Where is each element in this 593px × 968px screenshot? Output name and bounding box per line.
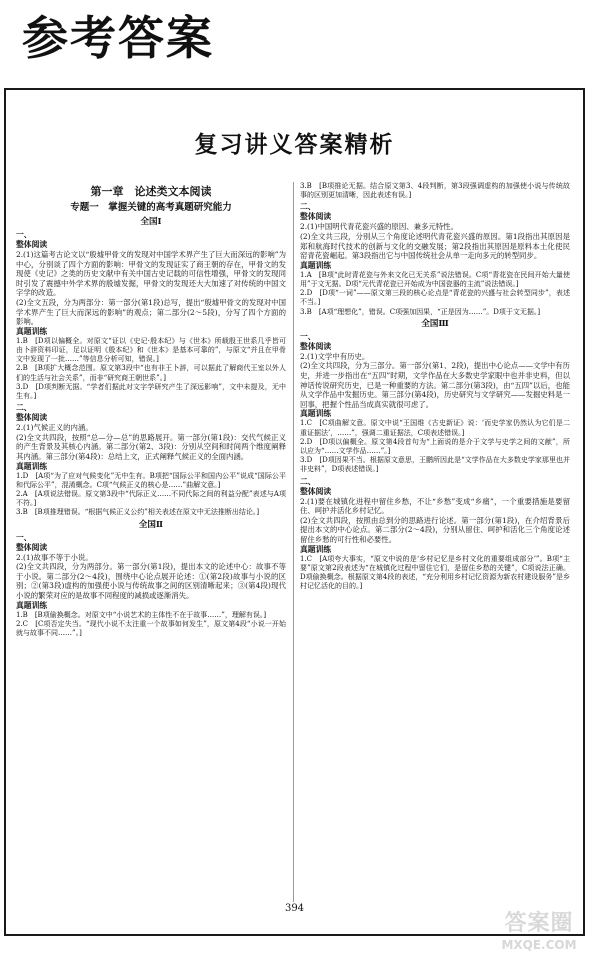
section-heading: 真题训练 bbox=[16, 600, 48, 610]
answer-paragraph: (2)全文共四段，分为三部分。第一部分(第1、2段)，提出中心论点——文学中有历史，并进一步指出在“五四”时期，文学作品在大多数史学家眼中也并非史料，但以神话传说研究历史，已是一种重要的方法。第二部分(第3段)，由“五四”以后，也能从文学作品中发掘历史。第三部分(第4段)，历史研究与文学研究——发掘史料是一回事，把握个性品当成真实就很可虑了。 bbox=[300, 361, 570, 409]
watermark-text: 答案圈 bbox=[504, 911, 574, 936]
section-heading: 整体阅读 bbox=[300, 341, 332, 351]
exam-label: 全国Ⅲ bbox=[421, 318, 449, 329]
topic-title: 专题一 掌握关键的高考真题研究能力 bbox=[70, 202, 232, 213]
column-divider bbox=[293, 182, 294, 902]
section-heading: 整体阅读 bbox=[16, 413, 48, 423]
answer-paragraph: 2.D [D项以偏概全。原文第4段首句为“上面说的是介于文学与史学之间的文献”，所以应为“……文学作品……”。] bbox=[300, 437, 570, 455]
section-number: 一、 bbox=[16, 532, 32, 542]
left-column bbox=[16, 182, 286, 638]
watermark-logo bbox=[491, 910, 587, 962]
answer-paragraph: (2)全文五段，分为两部分：第一部分(第1段)总写，提出“殷墟甲骨文的发现对中国学术界产生了巨大而深远的影响”的观点；第二部分(2～5段)，分写了四个方面的影响。 bbox=[16, 297, 286, 327]
page-number: 394 bbox=[284, 903, 305, 914]
answer-paragraph: 2.(1)气候正义的内涵。 bbox=[16, 423, 93, 433]
answer-paragraph: (2)全文共四段，按照“总—分—总”的思路展开。第一部分(第1段)：交代气候正义的产生背景及其核心内涵。第二部分(第2、3段)：分别从空间和时间两个维度阐释其内涵。第三部分(第4段)：总结上文，正式阐释气候正义的全面内涵。 bbox=[16, 432, 286, 461]
answer-paragraph: 2.D [D项“一词”——原文第三段的核心论点是“青花瓷的兴盛与社会转型同步”，表述不当。] bbox=[300, 289, 570, 307]
section-heading: 整体阅读 bbox=[300, 212, 332, 222]
section-heading: 真题训练 bbox=[16, 461, 48, 471]
main-title: 复习讲义答案精析 bbox=[194, 132, 395, 158]
section-heading: 真题训练 bbox=[300, 544, 332, 554]
answer-paragraph: 3.D [D项判断无据。“学者们据此对文字学研究产生了深远影响”，文中未提及，无中生有。] bbox=[16, 382, 286, 400]
answer-paragraph: (2)全文共三段，分别从三个角度论述明代青花瓷兴盛的原因。第1段指出其原因是郑和航海时代技术的创新与文化的交融发展；第2段指出其原因是原料本土化使民窑青花瓷崛起。第3段指出它与中国传统社会从单一走向多元的转型同步。 bbox=[300, 232, 570, 261]
section-heading: 真题训练 bbox=[300, 260, 332, 270]
section-number: 一、 bbox=[300, 331, 316, 341]
answer-paragraph: 1.C [A项夸大事实，“原文中说的是‘乡村记忆是乡村文化的重要组成部分’”。B项“主要”原文第2段表述为“在城镇化过程中留住它们，是留住乡愁的关键”，C项说法正确。D项偷换概念。根据原文第4段的表述，“充分利用乡村记忆资源为新农村建设服务”是乡村记忆活化的目的。] bbox=[300, 554, 570, 591]
answer-paragraph: 1.C [C项曲解文意。原文中说“王国维《古史新证》说：‘而史学家仍然认为它们是二重证据法’，……”，强调二重证据法，C项表述错误。] bbox=[300, 419, 570, 437]
section-heading: 整体阅读 bbox=[16, 240, 48, 249]
answer-paragraph: 2.(1)文学中有历史。 bbox=[300, 351, 370, 361]
answer-paragraph: 3.B [A项“理想化”，错误。C项强加因果，“正是因为……”。D项于文无据。] bbox=[300, 307, 541, 316]
answer-paragraph: 1.D [A项“为了应对气候变化”无中生有。B项把“国际公平和国内公平”说成“国际公平和代际公平”，混淆概念。C项“气候正义的核心是……”曲解文意。] bbox=[16, 471, 286, 489]
answer-paragraph: 3.D [D项因果不当。根据原文意思，王鹏所因此是“文学作品在大多数史学家那里也并非史料”，D项表述错误。] bbox=[300, 456, 570, 474]
section-heading: 真题训练 bbox=[300, 409, 332, 419]
exam-label: 全国Ⅱ bbox=[138, 519, 164, 530]
answer-paragraph: 2.A [A项说法错误。原文第3段中“代际正义……不同代际之间的利益分配”表述与A项不符。] bbox=[16, 489, 286, 508]
section-number: 二、 bbox=[300, 476, 316, 486]
section-heading: 整体阅读 bbox=[16, 542, 48, 552]
exam-label: 全国Ⅰ bbox=[140, 217, 162, 227]
section-number: 二、 bbox=[16, 403, 32, 413]
answer-paragraph: 1.B [D项以偏概全。对原文“证以《史记·殷本纪》与《世本》所载殷王世系几乎皆可由卜辞资料印证，足以证明《殷本纪》和《世本》是基本可靠的”，与原文“并且在甲骨文中发现了一批……”等信息分析可知，错误。] bbox=[16, 336, 286, 364]
watermark-url: MXQE.COM bbox=[501, 938, 577, 952]
answer-paragraph: 1.B [B项偷换概念。对原文中“小说艺术的主体性不在于故事……”，理解有误。] bbox=[16, 610, 267, 619]
answer-paragraph: 2.(1)故事不等于小说。 bbox=[16, 552, 93, 562]
answer-panel bbox=[4, 88, 585, 936]
answer-paragraph: 2.(1)中国明代青花瓷兴盛的原因、兼多元特性。 bbox=[300, 222, 458, 232]
chapter-title: 第一章 论述类文本阅读 bbox=[90, 185, 212, 198]
section-heading: 真题训练 bbox=[16, 326, 48, 336]
page-header-title: 参考答案 bbox=[22, 11, 214, 65]
answer-paragraph: 2.(1)要在城镇化进程中留住乡愁，不让“乡愁”变成“乡痛”，一个重要措施是要留住、呵护并活化乡村记忆。 bbox=[300, 496, 570, 516]
section-heading: 整体阅读 bbox=[300, 486, 332, 496]
answer-paragraph: 1.A [B项“此时青花瓷与外来文化已无关系”说法错误。C项“青花瓷在民间开始大量使用”于文无据。D项“元代青花瓷已开始成为中国瓷器的主流”说法错误。] bbox=[300, 270, 570, 288]
section-number: 二、 bbox=[300, 202, 316, 212]
answer-paragraph: 2.B [B项扩大概念范围。原文第3段中“也有非王卜辞，可以据此了解商代王室以外人们的生活与社会关系”，而非“研究商王朝世系”。] bbox=[16, 364, 286, 382]
section-number: 一、 bbox=[16, 230, 32, 239]
right-column bbox=[300, 182, 570, 591]
answer-paragraph: 2.(1)这篇考古论文以“殷墟甲骨文的发现对中国学术界产生了巨大而深远的影响”为中心，分别谈了四个方面的影响：甲骨文的发现证实了商王朝的存在，甲骨文的发现使《史记》之类的历史文献中有关中国古史记载的可信性增强，甲骨文的发现同时引发了震撼中外学术界的殷墟发掘，甲骨文的发现还大大加速了对传统的中国文字学的改造。 bbox=[16, 250, 286, 298]
answer-paragraph: 3.B [B项推论无据。结合原文第3、4段判断，第3段强调虚构的加强使小说与传统故事的区别更加清晰，因此表述有误。] bbox=[300, 182, 570, 200]
answer-paragraph: 3.B [B项推理错误。“根据气候正义公约”相关表述在原文中无法推断出结论。] bbox=[16, 508, 260, 517]
answer-paragraph: (2)全文共四段，按照由总到分的思路进行论述。第一部分(第1段)，在介绍背景后提出本文的中心论点。第二部分(2～4段)，分别从留住、呵护和活化三个角度论述留住乡愁的可行性和必要性。 bbox=[300, 515, 570, 544]
answer-paragraph: 2.C [C项否定失当。“现代小说不太注重一个故事如何发生”，原文第4段“小说一开始就与故事不同……”。] bbox=[16, 619, 286, 637]
answer-paragraph: (2)全文共四段，分为两部分。第一部分(第1段)，提出本文的论述中心：故事不等于小说。第二部分(2～4段)，围绕中心论点展开论述：①(第2段)故事与小说的区别；②(第3段)虚构的加强使小说与传统故事之间的区别清晰起来；③(第4段)现代小说的繁荣对应的是故事不同程度的减损或逐渐消失。 bbox=[16, 562, 286, 600]
